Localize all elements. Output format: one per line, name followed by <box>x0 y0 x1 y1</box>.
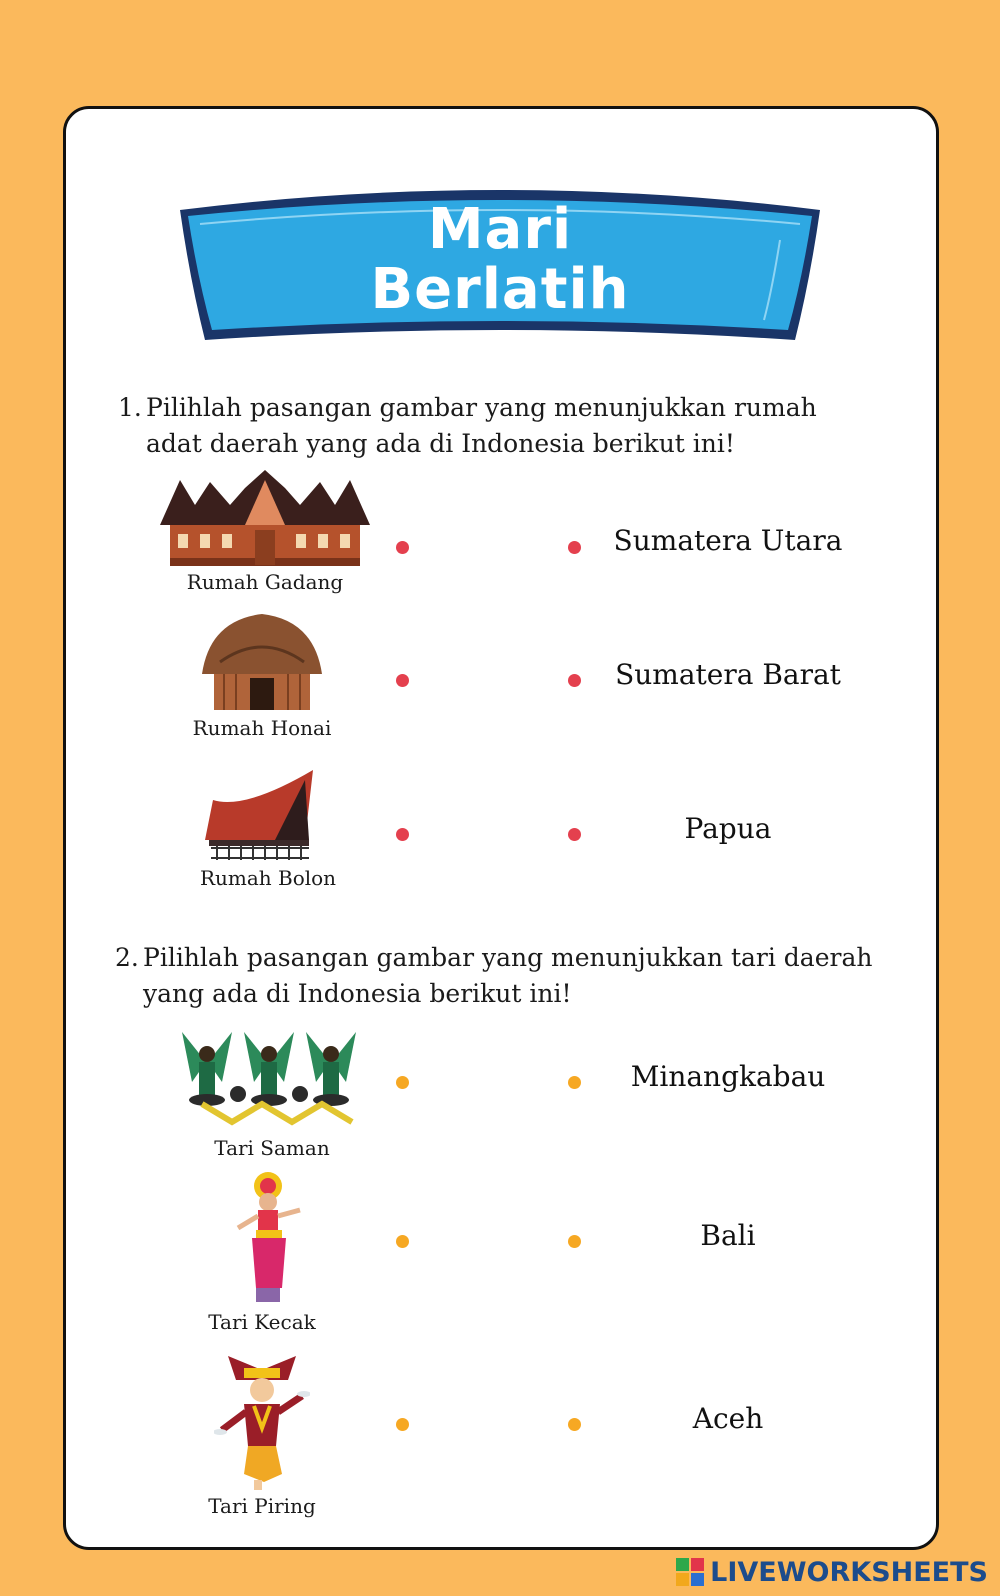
match-dot-left-1[interactable] <box>396 541 409 554</box>
answer-minangkabau: Minangkabau <box>630 1060 826 1093</box>
rumah-bolon-image <box>205 770 319 862</box>
caption-rumah-honai: Rumah Honai <box>192 716 332 740</box>
match-dot-left-6[interactable] <box>396 1418 409 1431</box>
question-2-text: Pilihlah pasangan gambar yang menunjukkan tari daerah yang ada di Indonesia berikut ini! <box>143 943 873 1008</box>
answer-sumatera-barat: Sumatera Barat <box>615 658 841 691</box>
tari-saman-image <box>182 1032 364 1132</box>
tari-kecak-image <box>232 1172 306 1308</box>
match-dot-left-5[interactable] <box>396 1235 409 1248</box>
answer-sumatera-utara: Sumatera Utara <box>613 524 843 557</box>
question-2-number: 2. <box>115 943 139 972</box>
banner-line-2: Berlatih <box>370 257 630 322</box>
answer-bali: Bali <box>700 1219 756 1252</box>
question-1-number: 1. <box>118 393 142 422</box>
rumah-honai-image <box>200 612 324 712</box>
liveworksheets-logo[interactable] <box>676 1554 988 1590</box>
caption-rumah-bolon: Rumah Bolon <box>199 866 337 890</box>
match-dot-left-4[interactable] <box>396 1076 409 1089</box>
caption-rumah-gadang: Rumah Gadang <box>186 570 344 594</box>
answer-aceh: Aceh <box>692 1402 764 1435</box>
tari-piring-image <box>214 1356 310 1492</box>
match-dot-left-3[interactable] <box>396 828 409 841</box>
banner-line-1: Mari <box>427 197 573 262</box>
answer-papua: Papua <box>684 812 772 845</box>
match-dot-left-2[interactable] <box>396 674 409 687</box>
liveworksheets-logo-icon <box>676 1558 704 1586</box>
rumah-gadang-image <box>160 470 370 570</box>
title-banner <box>160 180 840 366</box>
question-1-text: Pilihlah pasangan gambar yang menunjukkan rumah adat daerah yang ada di Indonesia berikut ini! <box>146 393 817 458</box>
caption-tari-saman: Tari Saman <box>214 1136 330 1160</box>
caption-tari-kecak: Tari Kecak <box>208 1310 316 1334</box>
liveworksheets-logo-text: LIVEWORKSHEETS <box>710 1556 988 1588</box>
caption-tari-piring: Tari Piring <box>208 1494 316 1518</box>
